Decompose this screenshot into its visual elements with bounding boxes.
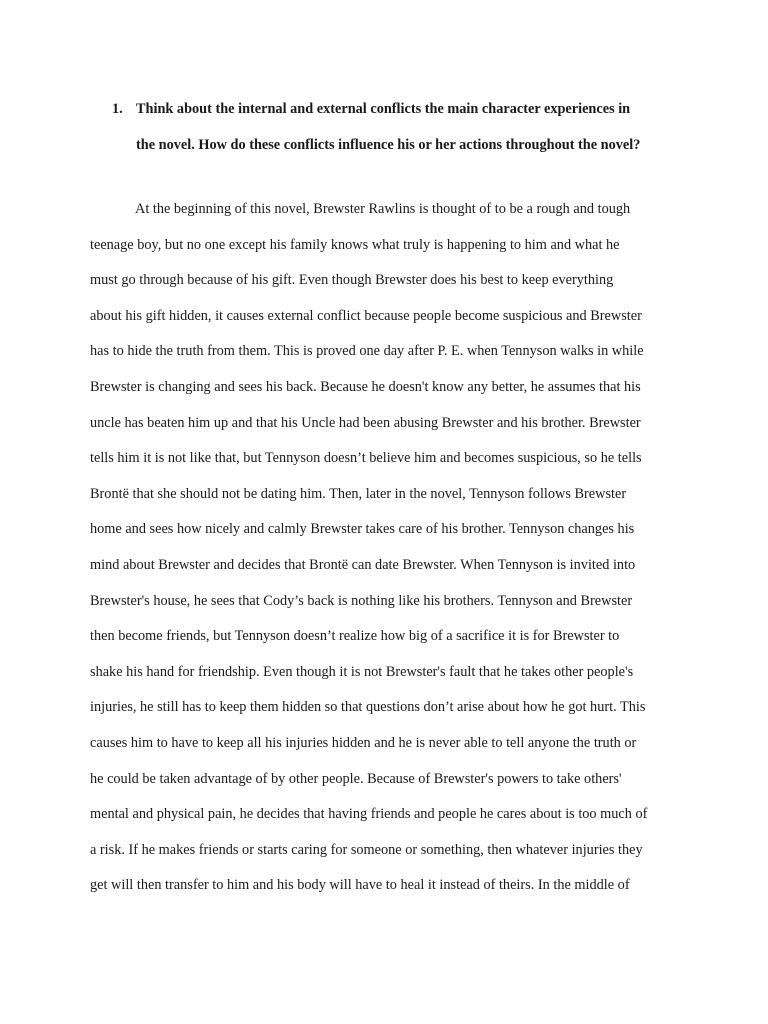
essay-line: Brontë that she should not be dating him. Then, later in the novel, Tennyson follows Brewster [90,485,627,502]
essay-paragraph [90,192,690,904]
essay-line: injuries, he still has to keep them hidden so that questions don’t arise about how he got hurt. This [90,699,646,716]
essay-line: about his gift hidden, it causes external conflict because people become suspicious and Brewster [90,307,642,324]
essay-line: uncle has beaten him up and that his Uncle had been abusing Brewster and his brother. Brewster [90,414,641,431]
question-line: the novel. How do these conflicts influence his or her actions throughout the novel? [136,136,641,153]
essay-line: must go through because of his gift. Even though Brewster does his best to keep everything [90,272,614,289]
essay-line: causes him to have to keep all his injuries hidden and he is never able to tell anyone the truth or [90,734,637,751]
essay-line: home and sees how nicely and calmly Brewster takes care of his brother. Tennyson changes his [90,521,635,538]
essay-line: Brewster's house, he sees that Cody’s back is nothing like his brothers. Tennyson and Brewster [90,592,633,609]
essay-line: he could be taken advantage of by other people. Because of Brewster's powers to take others' [90,770,622,787]
essay-line: Brewster is changing and sees his back. Because he doesn't know any better, he assumes that his [90,378,641,395]
question-block [112,92,712,163]
essay-line: then become friends, but Tennyson doesn’t realize how big of a sacrifice it is for Brewster to [90,628,620,645]
essay-line: teenage boy, but no one except his family knows what truly is happening to him and what he [90,236,620,253]
essay-line: shake his hand for friendship. Even though it is not Brewster's fault that he takes other people's [90,663,634,680]
essay-line: tells him it is not like that, but Tennyson doesn’t believe him and becomes suspicious, so he tells [90,450,642,467]
essay-line: has to hide the truth from them. This is proved one day after P. E. when Tennyson walks in while [90,343,644,360]
essay-line: At the beginning of this novel, Brewster Rawlins is thought of to be a rough and tough [135,201,631,217]
question-number: 1. [112,101,123,117]
essay-line: mind about Brewster and decides that Brontë can date Brewster. When Tennyson is invited into [90,556,636,573]
essay-line: a risk. If he makes friends or starts caring for someone or something, then whatever injuries they [90,841,643,858]
question-line: Think about the internal and external conflicts the main character experiences in [136,101,631,117]
essay-line: get will then transfer to him and his body will have to heal it instead of theirs. In the middle of [90,877,630,894]
essay-line: mental and physical pain, he decides that having friends and people he cares about is too much of [90,806,648,823]
